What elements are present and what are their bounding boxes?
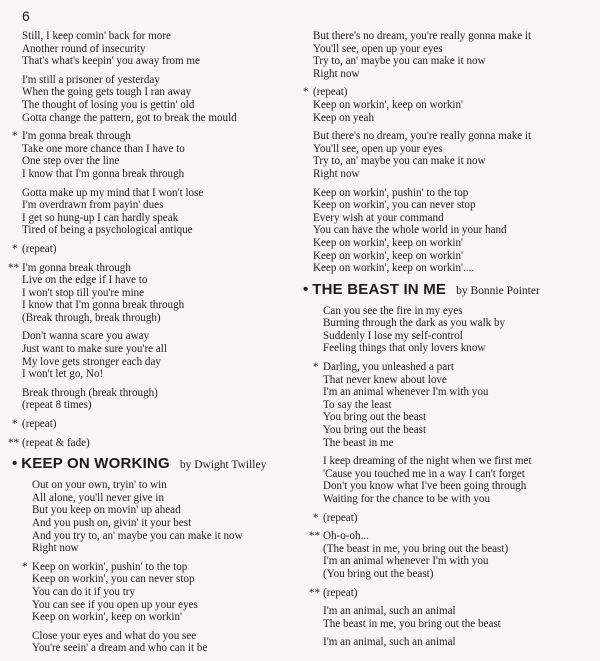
- lyric-text: All alone, you'll never give in: [32, 491, 165, 504]
- stanza: [32, 630, 302, 655]
- lyric-text: Oh-o-oh...: [323, 530, 369, 543]
- lyric-line: [12, 418, 302, 431]
- stanza: [313, 130, 593, 180]
- repeat-marker: **: [309, 530, 321, 543]
- lyric-line: [22, 299, 302, 312]
- lyric-line: [323, 330, 593, 343]
- lyric-text: And you push on, givin' it your best: [32, 517, 192, 529]
- lyric-text: I'm an animal, such an animal: [323, 636, 456, 649]
- stanza: [22, 30, 302, 68]
- song-title: THE BEAST IN ME: [312, 280, 447, 298]
- lyric-text: Out on your own, tryin' to win: [32, 479, 167, 492]
- stanza: [32, 479, 302, 555]
- lyric-line: [22, 187, 302, 200]
- lyric-line: [12, 242, 302, 256]
- repeat-marker: *: [12, 242, 18, 255]
- lyric-line: [323, 342, 593, 355]
- lyric-line: [313, 30, 593, 43]
- lyric-text: (The beast in me, you bring out the beast): [323, 542, 509, 555]
- lyric-text: Keep on workin', you can never stop: [32, 573, 195, 586]
- lyric-text: I get so hung-up I can hardly speak: [22, 211, 179, 224]
- lyric-line: [22, 343, 302, 356]
- lyric-line: [323, 411, 593, 424]
- lyric-text: Burning through the dark as you walk by: [323, 317, 506, 330]
- lyric-line: [32, 479, 302, 492]
- lyric-text: Just want to make sure you're all: [22, 343, 167, 356]
- lyric-line: [22, 199, 302, 212]
- lyric-text: I know that I'm gonna break through: [22, 167, 185, 180]
- lyric-text: My love gets stronger each day: [22, 355, 161, 368]
- lyric-text: 'Cause you touched me in a way I can't forget: [323, 467, 525, 480]
- lyric-line: [22, 155, 302, 168]
- lyric-line: [22, 312, 302, 325]
- lyric-line: [323, 555, 593, 568]
- lyric-line: [323, 568, 593, 581]
- lyric-line: [32, 573, 302, 586]
- lyric-text: The beast in me: [323, 436, 394, 449]
- lyric-line: [22, 143, 302, 156]
- lyric-line: [8, 436, 302, 450]
- right-column: [303, 30, 593, 655]
- lyric-text: I'm still a prisoner of yesterday: [22, 73, 160, 86]
- lyric-text: Keep on workin', keep on workin'....: [313, 262, 475, 275]
- lyric-text: I'm gonna break through: [22, 261, 131, 274]
- repeat-marker: *: [313, 361, 319, 374]
- lyric-line: [313, 43, 593, 56]
- lyric-text: Keep on workin', you can never stop: [313, 199, 476, 212]
- lyric-line: [323, 437, 593, 450]
- lyric-text: You can have the whole world in your hand: [313, 224, 507, 237]
- lyric-line: [313, 99, 593, 112]
- lyric-text: I won't stop till you're mine: [22, 286, 145, 299]
- repeat-marker: *: [12, 418, 18, 431]
- stanza: [303, 86, 593, 124]
- lyric-text: I'm an animal whenever I'm with you: [323, 555, 489, 568]
- stanza: [313, 361, 593, 449]
- repeat-marker: **: [309, 586, 321, 599]
- lyric-text: To say the least: [323, 398, 392, 411]
- lyric-text: Right now: [313, 67, 360, 80]
- lyric-line: [323, 305, 593, 318]
- lyric-text: Gotta make up my mind that I won't lose: [22, 186, 204, 199]
- lyric-line: [12, 130, 302, 143]
- lyric-text: (repeat): [323, 586, 358, 599]
- lyric-text: Keep on workin', keep on workin': [313, 249, 464, 262]
- lyric-line: [22, 74, 302, 87]
- stanza: [12, 418, 302, 431]
- lyric-text: I won't let go, No!: [22, 368, 104, 381]
- lyric-text: Still, I keep comin' back for more: [22, 30, 171, 42]
- bullet-icon: •: [303, 280, 309, 298]
- song-header-beast-in-me: [303, 281, 593, 299]
- lyric-line: [22, 287, 302, 300]
- lyric-text: You bring out the beast: [323, 411, 427, 424]
- lyric-text: Darling, you unleashed a part: [323, 361, 454, 374]
- lyric-text: Gotta change the pattern, got to break the mould: [22, 111, 237, 124]
- lyric-line: [32, 642, 302, 655]
- stanza: [323, 455, 593, 505]
- repeat-marker: *: [12, 130, 18, 143]
- repeat-marker: *: [313, 511, 319, 524]
- lyric-text: Right now: [32, 542, 79, 555]
- lyric-text: That never knew about love: [323, 373, 447, 386]
- stanza: [313, 187, 593, 275]
- stanza: [309, 530, 593, 580]
- lyric-text: Suddenly I lose my self-control: [323, 329, 463, 342]
- lyric-text: Every wish at your command: [313, 211, 444, 224]
- lyric-line: [323, 317, 593, 330]
- bullet-icon: •: [12, 455, 18, 473]
- left-column: [8, 30, 302, 661]
- stanza: [12, 130, 302, 180]
- stanza: [12, 242, 302, 256]
- lyric-line: [323, 605, 593, 618]
- lyric-line: [323, 480, 593, 493]
- lyric-line: [313, 250, 593, 263]
- lyric-line: [32, 586, 302, 599]
- stanza: [313, 30, 593, 80]
- lyric-line: [313, 237, 593, 250]
- lyric-text: Don't wanna scare you away: [22, 330, 150, 343]
- lyric-text: (repeat & fade): [22, 436, 90, 449]
- lyric-text: The thought of losing you is gettin' old: [22, 98, 195, 111]
- lyric-text: But there's no dream, you're really gonna make it: [313, 130, 532, 143]
- lyric-line: [313, 199, 593, 212]
- song-author: by Bonnie Pointer: [456, 284, 540, 297]
- repeat-marker: *: [22, 560, 28, 573]
- lyric-text: I'm overdrawn from payin' dues: [22, 199, 164, 212]
- lyric-text: Don't you know what I've been going through: [323, 480, 527, 493]
- song-author: by Dwight Twilley: [179, 459, 267, 472]
- stanza: [323, 636, 593, 649]
- lyrics-block-keep-on-working: [22, 479, 302, 655]
- lyric-line: [22, 399, 302, 412]
- stanza: [22, 187, 302, 237]
- lyric-text: Can you see the fire in my eyes: [323, 304, 463, 317]
- lyric-text: Tired of being a psychological antique: [22, 224, 193, 237]
- lyric-text: Keep on yeah: [313, 111, 374, 124]
- lyric-line: [313, 224, 593, 237]
- lyric-line: [313, 155, 593, 168]
- lyric-text: Feeling things that only lovers know: [323, 342, 486, 355]
- lyric-text: Break through (break through): [22, 386, 158, 399]
- stanza: [22, 74, 302, 124]
- lyric-line: [22, 86, 302, 99]
- repeat-marker: **: [8, 261, 20, 274]
- lyric-text: (repeat): [22, 242, 57, 255]
- lyric-line: [32, 517, 302, 530]
- stanza: [22, 387, 302, 412]
- stanza: [323, 605, 593, 630]
- lyric-line: [323, 386, 593, 399]
- lyric-line: [323, 618, 593, 631]
- lyric-text: Try to, an' maybe you can make it now: [313, 155, 486, 168]
- lyric-line: [22, 387, 302, 400]
- lyric-line: [323, 399, 593, 412]
- lyric-line: [309, 530, 593, 543]
- lyric-line: [313, 168, 593, 181]
- song-header-keep-on-working: [12, 455, 302, 473]
- lyric-text: Live on the edge if I have to: [22, 274, 148, 287]
- lyric-line: [22, 274, 302, 287]
- lyric-text: (repeat): [323, 511, 358, 524]
- lyric-text: (repeat 8 times): [22, 399, 92, 412]
- stanza: [8, 436, 302, 450]
- lyric-line: [22, 30, 302, 43]
- lyric-line: [309, 586, 593, 600]
- lyric-text: But there's no dream, you're really gonna make it: [313, 30, 532, 42]
- lyric-line: [313, 130, 593, 143]
- stanza: [8, 261, 302, 325]
- lyric-text: Keep on workin', keep on workin': [32, 611, 183, 624]
- lyric-text: (You bring out the beast): [323, 567, 434, 580]
- lyric-line: [313, 361, 593, 374]
- lyric-line: [32, 630, 302, 643]
- lyric-text: You'll see, open up your eyes: [313, 42, 443, 55]
- lyric-line: [313, 262, 593, 275]
- lyric-line: [22, 560, 302, 574]
- stanza: [22, 330, 302, 380]
- lyric-line: [323, 493, 593, 506]
- lyric-line: [22, 212, 302, 225]
- lyric-line: [22, 168, 302, 181]
- lyric-text: Another round of insecurity: [22, 42, 146, 55]
- lyric-text: I'm an animal whenever I'm with you: [323, 386, 489, 399]
- lyric-text: But you keep on movin' up ahead: [32, 504, 181, 517]
- lyric-line: [323, 424, 593, 437]
- lyric-text: I keep dreaming of the night when we first met: [323, 455, 532, 468]
- lyric-line: [22, 112, 302, 125]
- lyric-text: (Break through, break through): [22, 311, 161, 324]
- lyric-text: Try to, an' maybe you can make it now: [313, 55, 486, 68]
- lyric-text: You'll see, open up your eyes: [313, 142, 443, 155]
- lyric-text: You can see if you open up your eyes: [32, 598, 198, 611]
- lyric-line: [22, 224, 302, 237]
- lyric-text: You're seein' a dream and who can it be: [32, 642, 208, 655]
- lyrics-block-break-through: [8, 30, 302, 449]
- lyric-line: [22, 356, 302, 369]
- lyric-line: [303, 86, 593, 99]
- lyric-line: [323, 543, 593, 556]
- lyric-line: [313, 187, 593, 200]
- lyric-text: I'm an animal, such an animal: [323, 605, 456, 618]
- lyric-text: Keep on workin', pushin' to the top: [313, 186, 469, 199]
- lyric-text: (repeat): [22, 418, 57, 431]
- stanza: [323, 305, 593, 355]
- lyric-line: [22, 55, 302, 68]
- lyric-line: [313, 511, 593, 525]
- lyric-line: [32, 542, 302, 555]
- lyric-text: You can do it if you try: [32, 585, 136, 598]
- lyric-text: I know that I'm gonna break through: [22, 299, 185, 312]
- lyric-line: [22, 330, 302, 343]
- stanza: [313, 511, 593, 525]
- lyric-line: [22, 368, 302, 381]
- lyric-text: Waiting for the chance to be with you: [323, 493, 491, 505]
- lyric-text: One step over the line: [22, 155, 120, 168]
- repeat-marker: **: [8, 436, 20, 449]
- lyric-text: (repeat): [313, 86, 348, 99]
- lyric-line: [313, 55, 593, 68]
- lyric-line: [32, 599, 302, 612]
- stanza: [309, 586, 593, 600]
- lyric-line: [22, 43, 302, 56]
- lyric-line: [32, 504, 302, 517]
- lyric-text: You bring out the beast: [323, 424, 427, 437]
- lyric-text: I'm gonna break through: [22, 130, 131, 143]
- stanza: [22, 560, 302, 624]
- lyric-line: [313, 212, 593, 225]
- page-number: 6: [22, 8, 30, 24]
- lyric-text: Close your eyes and what do you see: [32, 629, 197, 642]
- lyric-text: Take one more chance than I have to: [22, 142, 185, 155]
- lyric-text: Keep on workin', pushin' to the top: [32, 560, 188, 573]
- lyric-line: [313, 68, 593, 81]
- lyric-line: [323, 455, 593, 468]
- lyric-line: [32, 611, 302, 624]
- lyric-line: [323, 636, 593, 649]
- lyric-text: And you try to, an' maybe you can make it now: [32, 529, 243, 542]
- lyric-line: [32, 530, 302, 543]
- repeat-marker: *: [303, 86, 309, 99]
- lyric-line: [22, 99, 302, 112]
- lyric-text: Keep on workin', keep on workin': [313, 98, 464, 111]
- lyric-text: Keep on workin', keep on workin': [313, 236, 464, 249]
- lyric-text: That's what's keepin' you away from me: [22, 55, 200, 68]
- lyric-line: [323, 468, 593, 481]
- lyric-line: [313, 112, 593, 125]
- lyric-line: [8, 261, 302, 275]
- lyric-line: [323, 374, 593, 387]
- lyric-line: [32, 492, 302, 505]
- song-title: KEEP ON WORKING: [21, 455, 170, 473]
- lyrics-block-beast-in-me: [309, 304, 593, 649]
- lyric-line: [313, 143, 593, 156]
- lyric-text: The beast in me, you bring out the beast: [323, 617, 501, 630]
- lyric-text: When the going gets tough I ran away: [22, 86, 192, 99]
- lyrics-block-keep-on-working-cont: [303, 30, 593, 275]
- lyric-text: Right now: [313, 167, 360, 180]
